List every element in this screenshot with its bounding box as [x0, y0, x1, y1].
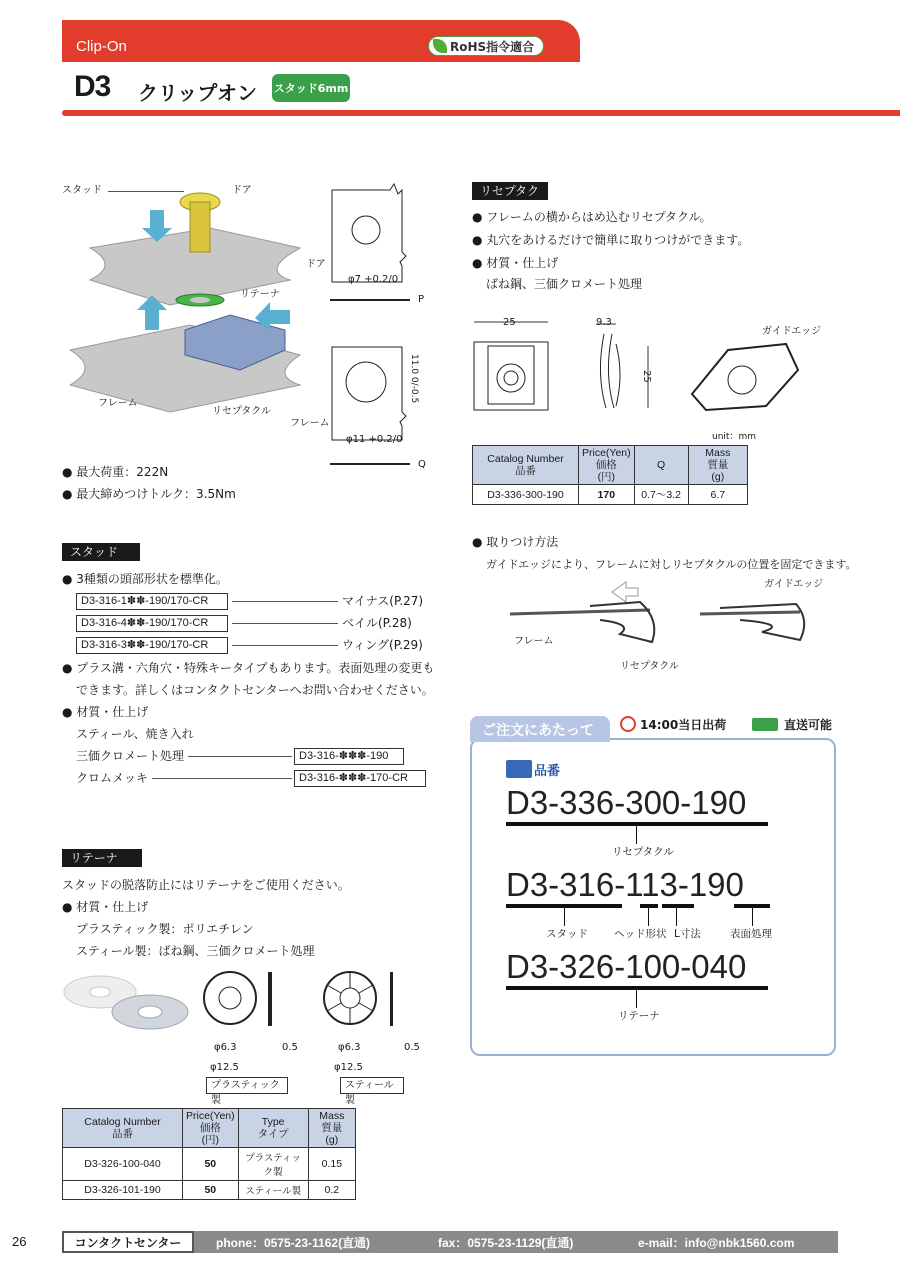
spec-max-load: ● 最大荷重：222N: [62, 462, 168, 482]
dim-plastic-phi6-3: φ6.3: [214, 1042, 237, 1053]
label-stud: スタッド: [62, 185, 102, 196]
product-code: D3: [74, 70, 111, 103]
table-row: [473, 485, 748, 505]
spec-max-torque: ● 最大締めつけトルク：3.5Nm: [62, 484, 236, 504]
stud-bullet-3: ● 材質・仕上げ: [62, 702, 148, 722]
table-header-row: [473, 446, 748, 485]
retainer-plastic: プラスティック製：ポリエチレン: [76, 922, 254, 936]
leader-1: [232, 601, 338, 602]
th-price: Price(Yen) 価格 (円): [579, 446, 635, 485]
truck-icon: [752, 718, 778, 731]
th-q: Q: [634, 446, 688, 485]
finish-name-2: クロムメッキ: [76, 771, 149, 785]
th-mass: Mass 質量 (g): [308, 1109, 355, 1148]
label-guide-edge: ガイドエッジ: [762, 326, 822, 337]
retainer-desc: スタッドの脱落防止にはリテーナをご使用ください。: [62, 878, 350, 892]
stud-size-badge: スタッド6mm: [272, 74, 350, 102]
leader-stud-code: [564, 908, 565, 926]
plastic-label: プラスティック製: [206, 1077, 288, 1094]
mounting-label-guide-edge: ガイドエッジ: [764, 579, 824, 590]
dim-9-3: 9.3: [596, 317, 612, 328]
dim-steel-t: 0.5: [404, 1042, 420, 1053]
leader-finish-code: [752, 908, 753, 926]
th-type: Type タイプ: [238, 1109, 308, 1148]
cell-catalog: D3-326-100-040: [63, 1148, 183, 1181]
leader-stud: [108, 191, 184, 192]
order-code-1: D3-336-300-190: [506, 784, 747, 821]
retainer-drawings: [60, 968, 410, 1048]
cell-catalog: D3-336-300-190: [473, 485, 579, 505]
direct-label: 直送可能: [784, 718, 833, 732]
stud-bullet-2: ● プラス溝・六角穴・特殊キータイプもあります。表面処理の変更も: [62, 658, 434, 678]
dim-plastic-t: 0.5: [282, 1042, 298, 1053]
cell-type: プラスティック製: [238, 1148, 308, 1181]
receptacle-tag: リセプタクル: [472, 182, 548, 200]
cell-catalog: D3-326-101-190: [63, 1181, 183, 1200]
underline-code3: [506, 986, 768, 990]
leader-finish-1: [188, 756, 292, 757]
cell-q: 0.7〜3.2: [634, 485, 688, 505]
dim-25-height: 25: [641, 370, 652, 383]
code2-label-stud: スタッド: [546, 928, 588, 940]
leader-code1: [636, 826, 637, 844]
footer-phone[interactable]: phone：0575-23-1162(直通): [216, 1236, 371, 1250]
unit-label: unit：mm: [712, 432, 756, 442]
ship-label: 14:00当日出荷: [640, 718, 727, 732]
mounting-desc: ガイドエッジにより、フレームに対しリセプタクルの位置を固定できます。: [486, 558, 857, 571]
leader-2: [232, 623, 338, 624]
code2-label-length: L寸法: [674, 928, 701, 940]
dim-phi7: φ7 +0.2/0: [348, 274, 399, 285]
receptacle-bullet-1: ● フレームの横からはめ込むリセプタクル。: [472, 207, 712, 227]
title-underline: [62, 110, 900, 116]
dim-11: 11.0 0/-0.5: [409, 354, 419, 404]
cell-mass: 6.7: [688, 485, 747, 505]
stud-type-name-1: マイナス(P.27): [342, 594, 424, 608]
stud-tag: スタッド: [62, 543, 140, 561]
rohs-badge: [428, 36, 544, 56]
stud-type-name-2: ベイル(P.28): [342, 616, 412, 630]
footer-fax: fax：0575-23-1129(直通): [438, 1236, 574, 1250]
dim-plastic-phi12-5: φ12.5: [210, 1062, 239, 1073]
underline-length: [662, 904, 694, 908]
part-number-label: 品番: [534, 764, 561, 779]
receptacle-bullet-2: ● 丸穴をあけるだけで簡単に取りつけができます。: [472, 230, 749, 250]
dim-25: 25: [503, 317, 516, 328]
th-price: Price(Yen) 価格 (円): [183, 1109, 239, 1148]
cell-mass: 0.15: [308, 1148, 355, 1181]
mounting-label-frame: フレーム: [514, 636, 554, 647]
leaf-icon: [433, 39, 447, 53]
dim-p: P: [418, 294, 425, 305]
stud-type-code-3: D3-316-3✽✽-190/170-CR: [76, 637, 228, 654]
code2-label-head: ヘッド形状: [614, 928, 667, 940]
page-number: 26: [12, 1234, 27, 1249]
order-code-3: D3-326-100-040: [506, 948, 747, 985]
mounting-label-receptacle: リセプタクル: [620, 661, 679, 672]
stud-bullet-1: ● 3種類の頭部形状を標準化。: [62, 569, 228, 589]
dim-steel-phi6-3: φ6.3: [338, 1042, 361, 1053]
order-code-2: D3-316-113-190: [506, 866, 744, 903]
leader-3: [232, 645, 338, 646]
product-title: クリップオン: [138, 81, 257, 105]
pc-icon: [506, 760, 532, 778]
leader-head-code: [648, 908, 649, 926]
steel-label: スティール製: [340, 1077, 404, 1094]
category-label: Clip-On: [76, 38, 127, 55]
code3-label: リテーナ: [618, 1010, 660, 1022]
footer-email[interactable]: e-mail：info@nbk1560.com: [638, 1236, 795, 1250]
cell-mass: 0.2: [308, 1181, 355, 1200]
contact-center-label: コンタクトセンター: [62, 1231, 194, 1253]
label-frame: フレーム: [98, 398, 138, 409]
label-door-2: ドア: [306, 259, 326, 270]
rohs-text: RoHS指令適合: [450, 39, 535, 54]
th-mass: Mass 質量 (g): [688, 446, 747, 485]
stud-type-code-1: D3-316-1✽✽-190/170-CR: [76, 593, 228, 610]
table-row: [63, 1181, 356, 1200]
receptacle-bullet-3: ● 材質・仕上げ: [472, 253, 558, 273]
label-receptacle: リセプタクル: [212, 406, 271, 417]
th-catalog: Catalog Number 品番: [473, 446, 579, 485]
retainer-steel: スティール製：ばね鋼、三価クロメート処理: [76, 944, 315, 958]
retainer-bullet: ● 材質・仕上げ: [62, 897, 148, 917]
finish-name-1: 三価クロメート処理: [76, 749, 185, 763]
label-retainer: リテーナ: [240, 289, 280, 300]
label-door: ドア: [232, 185, 252, 196]
underline-head: [640, 904, 658, 908]
clock-icon: [620, 716, 636, 732]
dim-steel-phi12-5: φ12.5: [334, 1062, 363, 1073]
table-header-row: [63, 1109, 356, 1148]
finish-code-1: D3-316-✽✽✽-190: [294, 748, 404, 765]
finish-code-2: D3-316-✽✽✽-170-CR: [294, 770, 426, 787]
mounting-title: ● 取りつけ方法: [472, 532, 558, 552]
cell-price: 50: [183, 1148, 239, 1181]
stud-type-name-3: ウィング(P.29): [342, 638, 423, 652]
receptacle-spec-table: [472, 445, 748, 505]
code1-label: リセプタクル: [612, 846, 674, 858]
order-tab: ご注文にあたって: [470, 716, 610, 742]
retainer-spec-table: [62, 1108, 356, 1200]
label-frame-2: フレーム: [290, 418, 330, 429]
cell-type: スティール製: [238, 1181, 308, 1200]
underline-code1: [506, 822, 768, 826]
retainer-tag: リテーナ: [62, 849, 142, 867]
leader-finish-2: [152, 778, 292, 779]
cell-price: 170: [579, 485, 635, 505]
table-row: [63, 1148, 356, 1181]
cell-price: 50: [183, 1181, 239, 1200]
dim-phi11: φ11 +0.2/0: [346, 434, 403, 445]
dim-q: Q: [418, 459, 426, 470]
stud-material: スティール、焼き入れ: [76, 727, 194, 741]
stud-bullet-2-cont: できます。詳しくはコンタクトセンターへお問い合わせください。: [76, 683, 434, 697]
stud-type-code-2: D3-316-4✽✽-190/170-CR: [76, 615, 228, 632]
code2-label-finish: 表面処理: [730, 928, 772, 940]
th-catalog: Catalog Number 品番: [63, 1109, 183, 1148]
receptacle-material: ばね鋼、三価クロメート処理: [486, 277, 643, 291]
leader-length-code: [676, 908, 677, 926]
leader-code3: [636, 990, 637, 1008]
